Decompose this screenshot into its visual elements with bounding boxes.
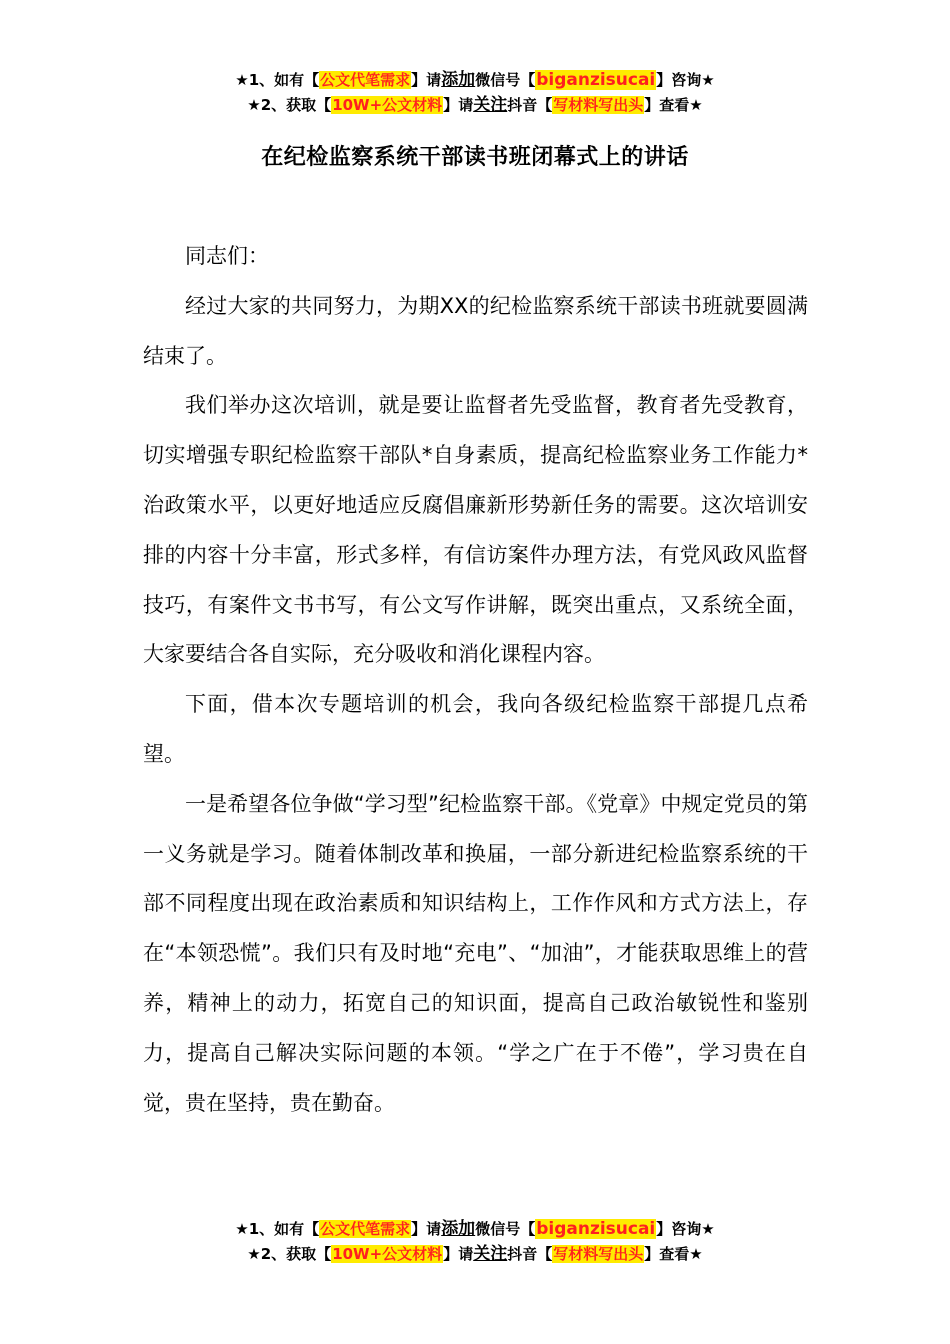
- promo-text: 微信号【: [475, 1220, 536, 1238]
- salutation: 同志们：: [185, 244, 269, 268]
- promo-text: 】咨询★: [656, 1220, 715, 1238]
- promo-banner-top: [0, 68, 950, 118]
- promo-text: 微信号【: [475, 71, 536, 89]
- promo-text: 】请: [443, 1245, 474, 1263]
- paragraph: 经过大家的共同努力，为期XX的纪检监察系统干部读书班就要圆满结束了。: [143, 293, 808, 368]
- document-title: 在纪检监察系统干部读书班闭幕式上的讲话: [261, 145, 689, 170]
- promo-text: 】请: [411, 71, 442, 89]
- promo-line-2: [0, 93, 950, 118]
- promo-text: ★2、获取【: [247, 96, 332, 114]
- promo-text: 】查看★: [644, 96, 703, 114]
- promo-highlight: 写材料写出头: [553, 96, 644, 114]
- promo-text: ★1、如有【: [235, 1220, 320, 1238]
- document-body: [143, 232, 808, 1128]
- paragraph: 一是希望各位争做“学习型”纪检监察干部。《党章》中规定党员的第一义务就是学习。随着体制改革和换届，一部分新进纪检监察系统的干部不同程度出现在政治素质和知识结构上，工作作风和方式方法上，存在“本领恐慌”。我们只有及时地“充电”、“加油”，才能获取思维上的营养，精神上的动力，拓宽自己的知识面，提高自己政治敏锐性和鉴别力，提高自己解决实际问题的本领。“学之广在于不倦”，学习贵在自觉，贵在坚持，贵在勤奋。: [143, 791, 808, 1115]
- promo-highlight: 公文代笔需求: [320, 71, 411, 89]
- promo-emphasis: 关注: [473, 95, 508, 115]
- paragraph: 我们举办这次培训，就是要让监督者先受监督，教育者先受教育，切实增强专职纪检监察干部队*自身素质，提高纪检监察业务工作能力*治政策水平，以更好地适应反腐倡廉新形势新任务的需要。这次培训安排的内容十分丰富，形式多样，有信访案件办理方法，有党风政风监督技巧，有案件文书书写，有公文写作讲解，既突出重点，又系统全面，大家要结合各自实际，充分吸收和消化课程内容。: [143, 393, 808, 667]
- promo-text: 抖音【: [507, 96, 553, 114]
- promo-text: 】请: [443, 96, 474, 114]
- promo-line-1: [0, 68, 950, 93]
- promo-emphasis: 添加: [441, 1219, 476, 1239]
- promo-emphasis: 添加: [441, 70, 476, 90]
- promo-banner-bottom: [0, 1217, 950, 1267]
- promo-highlight: 10W+公文材料: [332, 1245, 443, 1263]
- promo-text: 抖音【: [507, 1245, 553, 1263]
- promo-text: 】咨询★: [656, 71, 715, 89]
- promo-text: ★2、获取【: [247, 1245, 332, 1263]
- promo-line-2: [0, 1242, 950, 1267]
- promo-text: 】查看★: [644, 1245, 703, 1263]
- paragraph: 下面，借本次专题培训的机会，我向各级纪检监察干部提几点希望。: [143, 692, 808, 766]
- promo-line-1: [0, 1217, 950, 1242]
- promo-text: 】请: [411, 1220, 442, 1238]
- promo-emphasis: 关注: [473, 1244, 508, 1264]
- promo-wechat-id: biganzisucai: [536, 1219, 656, 1239]
- promo-highlight: 写材料写出头: [553, 1245, 644, 1263]
- promo-highlight: 公文代笔需求: [320, 1220, 411, 1238]
- promo-wechat-id: biganzisucai: [536, 70, 656, 90]
- promo-text: ★1、如有【: [235, 71, 320, 89]
- promo-highlight: 10W+公文材料: [332, 96, 443, 114]
